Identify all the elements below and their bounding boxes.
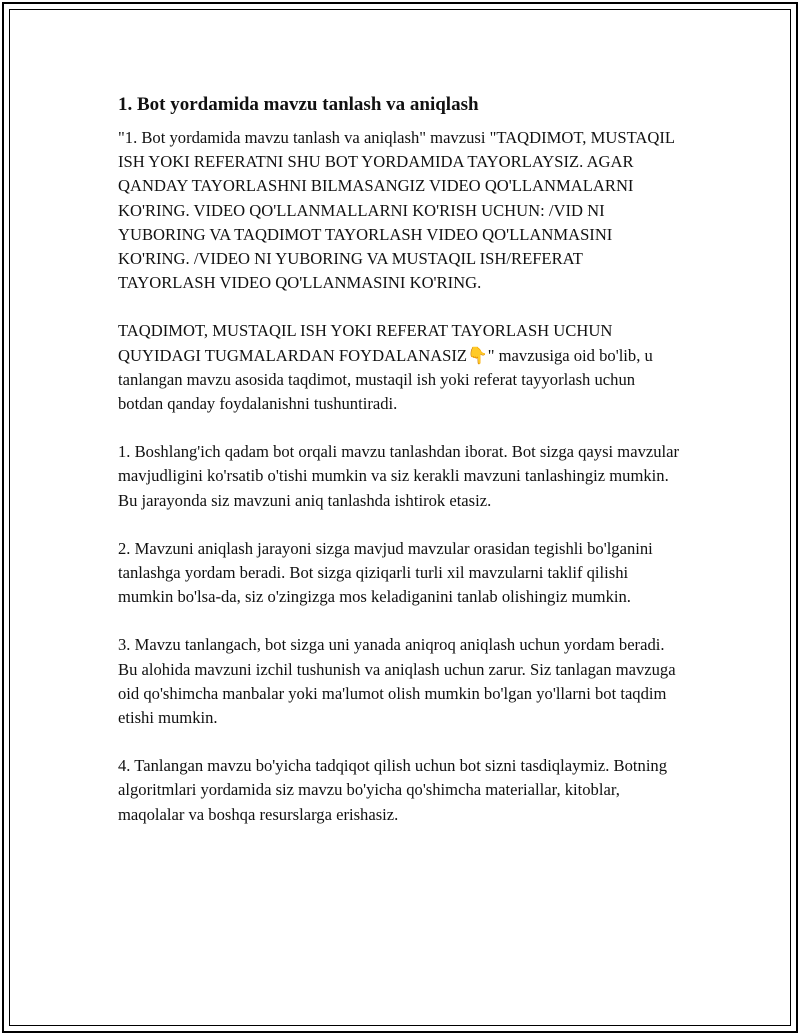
paragraph-step-1: 1. Boshlang'ich qadam bot orqali mavzu tanlashdan iborat. Bot sizga qaysi mavzular mavjudligini ko'rsatib o'tishi mumkin va siz kerakli mavzuni tanlashingiz mumkin. Bu jarayonda siz mavzuni aniq tanlashda ishtirok etasiz. [118, 442, 680, 510]
document-title: 1. Bot yordamida mavzu tanlash va aniqlash [118, 94, 479, 115]
paragraph-step-4: 4. Tanlangan mavzu bo'yicha tadqiqot qilish uchun bot sizni tasdiqlaymiz. Botning algoritmlari yordamida siz mavzu bo'yicha qo'shimcha materiallar, kitoblar, maqolalar va boshqa resurslarga erishasiz. [118, 756, 668, 824]
paragraph-intro: "1. Bot yordamida mavzu tanlash va aniqlash" mavzusi "TAQDIMOT, MUSTAQIL ISH YOKI REFERATNI SHU BOT YORDAMIDA TAYORLAYSIZ. AGAR QANDAY TAYORLASHNI BILMASANGIZ VIDEO QO'LLANMALARNI KO'RING. VIDEO QO'LLANMALLARNI KO'RISH UCHUN: /VID NI YUBORING VA TAQDIMOT TAYORLASH VIDEO QO'LLANMASINI KO'RING. /VIDEO NI YUBORING VA MUSTAQIL ISH/REFERAT TAYORLASH VIDEO QO'LLANMASINI KO'RING. [118, 128, 675, 293]
paragraph-step-3: 3. Mavzu tanlangach, bot sizga uni yanada aniqroq aniqlash uchun yordam beradi. Bu alohida mavzuni izchil tushunish va aniqlash uchun zarur. Siz tanlagan mavzuga oid qo'shimcha manbalar yoki ma'lumot olish mumkin bo'lgan yo'llarni bot taqdim etishi mumkin. [118, 635, 676, 728]
paragraph-step-2: 2. Mavzuni aniqlash jarayoni sizga mavjud mavzular orasidan tegishli bo'lganini tanlashga yordam beradi. Bot sizga qiziqarli turli xil mavzularni taklif qilishi mumkin bo'lsa-da, siz o'zingizga mos keladiganini tanlab olishingiz mumkin. [118, 538, 653, 607]
paragraph-buttons: TAQDIMOT, MUSTAQIL ISH YOKI REFERAT TAYORLASH UCHUN QUYIDAGI TUGMALARDAN FOYDALANASIZ👇" mavzusiga oid bo'lib, u tanlangan mavzu asosida taqdimot, mustaqil ish yoki referat tayyorlash uchun botdan qanday foydalanishni tushuntiradi. [118, 321, 653, 414]
document-body [118, 92, 683, 851]
